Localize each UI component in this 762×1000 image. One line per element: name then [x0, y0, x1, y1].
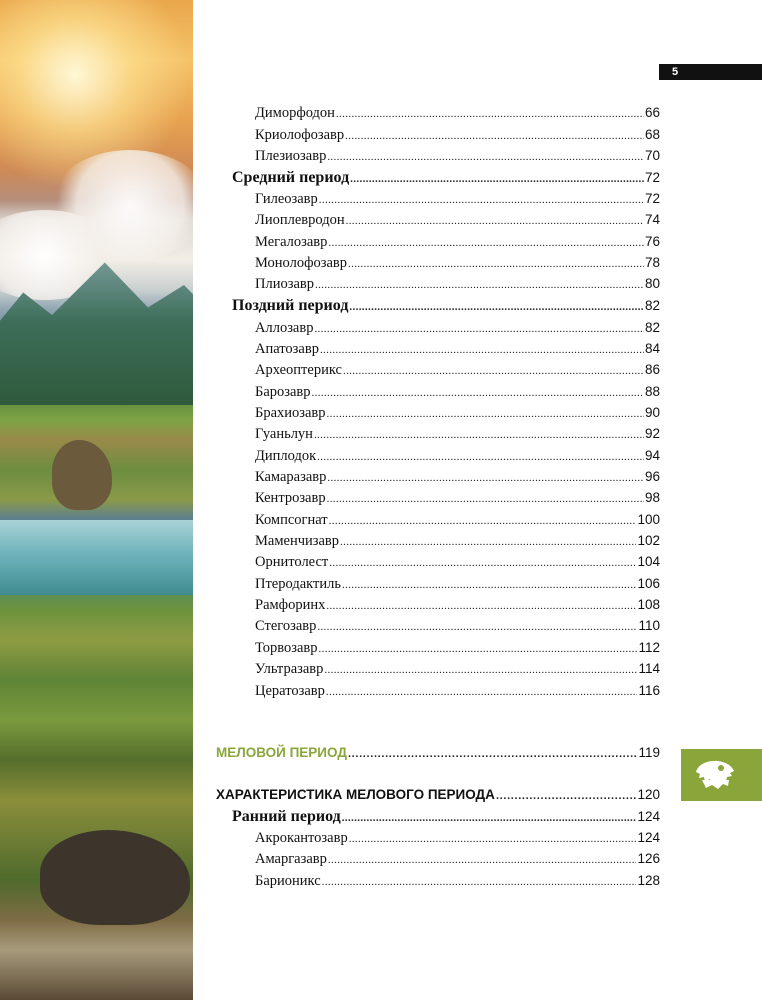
toc-entry-page: 102 — [637, 533, 660, 548]
toc-entry-title: Птеродактиль — [255, 576, 341, 592]
toc-entry-page: 70 — [644, 148, 660, 163]
toc-leader-dots — [315, 279, 644, 291]
toc-entry-title: Аллозавр — [255, 320, 314, 336]
toc-entry-page: 110 — [638, 618, 660, 633]
toc-entry-page: 124 — [637, 830, 660, 845]
toc-entry-page: 90 — [644, 405, 660, 420]
toc-leader-dots — [327, 408, 644, 420]
toc-leader-dots — [348, 258, 644, 270]
toc-leader-dots — [350, 173, 644, 185]
toc-entry[interactable] — [255, 405, 660, 422]
toc-entry[interactable] — [255, 448, 660, 465]
toc-entry-page: 80 — [644, 276, 660, 291]
toc-entry-title: Маменчизавр — [255, 533, 340, 549]
toc-entry[interactable] — [255, 426, 660, 443]
toc-leader-dots — [327, 151, 644, 163]
toc-entry[interactable] — [255, 830, 660, 847]
toc-entry-page: 76 — [644, 234, 660, 249]
toc-entry[interactable] — [232, 297, 660, 315]
toc-entry-title: Камаразавр — [255, 469, 327, 485]
toc-entry[interactable] — [216, 787, 660, 802]
toc-leader-dots — [314, 429, 644, 441]
toc-entry-page: 88 — [644, 384, 660, 399]
toc-leader-dots — [326, 600, 636, 612]
toc-entry-page: 68 — [644, 127, 660, 142]
toc-entry[interactable] — [255, 597, 660, 614]
toc-entry[interactable] — [255, 640, 660, 657]
toc-entry-title: Акрокантозавр — [255, 830, 348, 846]
toc-entry[interactable] — [255, 683, 660, 700]
toc-entry-page: 96 — [644, 469, 660, 484]
toc-leader-dots — [317, 451, 644, 463]
toc-entry[interactable] — [255, 661, 660, 678]
toc-leader-dots — [345, 130, 644, 142]
toc-entry[interactable] — [232, 169, 660, 187]
toc-entry[interactable] — [255, 255, 660, 272]
toc-entry-page: 128 — [637, 873, 660, 888]
toc-entry-page: 126 — [637, 851, 660, 866]
toc-entry[interactable] — [255, 234, 660, 251]
toc-entry-title: Цератозавр — [255, 683, 325, 699]
toc-leader-dots — [349, 833, 637, 845]
toc-entry-title: Компсогнат — [255, 512, 328, 528]
toc-entry-title: Брахиозавр — [255, 405, 326, 421]
toc-entry[interactable] — [255, 105, 660, 122]
toc-entry-title: Орнитолест — [255, 554, 329, 570]
toc-entry-title: Гилеозавр — [255, 191, 318, 207]
toc-leader-dots — [317, 621, 637, 633]
toc-entry-page: 82 — [644, 298, 660, 313]
section-badge — [681, 749, 762, 801]
toc-entry[interactable] — [255, 512, 660, 529]
toc-entry-page: 119 — [638, 745, 660, 760]
toc-entry[interactable] — [232, 808, 660, 826]
toc-entry-title: Археоптерикс — [255, 362, 342, 378]
toc-leader-dots — [340, 536, 636, 548]
toc-entry[interactable] — [255, 212, 660, 229]
toc-entry-page: 100 — [637, 512, 660, 527]
toc-leader-dots — [342, 579, 637, 591]
toc-leader-dots — [342, 812, 637, 824]
toc-entry[interactable] — [255, 618, 660, 635]
toc-entry[interactable] — [255, 148, 660, 165]
toc-entry-page: 120 — [637, 787, 660, 802]
toc-leader-dots — [346, 215, 644, 227]
toc-entry-page: 74 — [644, 212, 660, 227]
toc-entry-title: Кентрозавр — [255, 490, 326, 506]
toc-leader-dots — [328, 854, 637, 866]
toc-leader-dots — [328, 237, 644, 249]
page-number: 5 — [659, 64, 762, 80]
toc-entry-page: 86 — [644, 362, 660, 377]
toc-entry[interactable] — [255, 554, 660, 571]
toc-entry-page: 124 — [637, 809, 660, 824]
toc-entry[interactable] — [255, 276, 660, 293]
toc-leader-dots — [314, 323, 644, 335]
toc-entry-title: Плиозавр — [255, 276, 314, 292]
toc-entry[interactable] — [255, 341, 660, 358]
toc-entry[interactable] — [255, 191, 660, 208]
toc-entry[interactable] — [255, 873, 660, 890]
toc-entry-page: 82 — [644, 320, 660, 335]
toc-entry-page: 92 — [644, 426, 660, 441]
toc-entry-title: ХАРАКТЕРИСТИКА МЕЛОВОГО ПЕРИОДА — [216, 787, 495, 802]
toc-entry-title: Ранний период — [232, 808, 341, 825]
toc-entry-title: Плезиозавр — [255, 148, 327, 164]
toc-entry-title: Поздний период — [232, 297, 349, 314]
toc-entry-page: 112 — [638, 640, 660, 655]
toc-leader-dots — [348, 748, 638, 760]
toc-leader-dots — [496, 790, 637, 802]
toc-entry-page: 108 — [637, 597, 660, 612]
toc-entry-title: Криолофозавр — [255, 127, 345, 143]
toc-entry-page: 116 — [638, 683, 660, 698]
toc-leader-dots — [336, 108, 644, 120]
toc-entry[interactable] — [255, 851, 660, 868]
toc-entry-title: Диплодок — [255, 448, 317, 464]
toc-entry[interactable] — [255, 362, 660, 379]
toc-entry-title: МЕЛОВОЙ ПЕРИОД — [216, 745, 347, 760]
toc-entry-page: 114 — [638, 661, 660, 676]
toc-leader-dots — [319, 643, 638, 655]
toc-entry-title: Мегалозавр — [255, 234, 328, 250]
toc-entry[interactable] — [255, 384, 660, 401]
toc-entry-title: Монолофозавр — [255, 255, 347, 271]
toc-entry-page: 94 — [644, 448, 660, 463]
toc-entry-page: 98 — [644, 490, 660, 505]
toc-entry-page: 72 — [644, 191, 660, 206]
toc-entry-title: Рамфоринх — [255, 597, 326, 613]
toc-entry-title: Стегозавр — [255, 618, 317, 634]
toc-entry-title: Гуаньлун — [255, 426, 313, 442]
toc-entry-page: 66 — [644, 105, 660, 120]
toc-entry-title: Апатозавр — [255, 341, 319, 357]
toc-entry[interactable] — [255, 127, 660, 144]
toc-entry-page: 78 — [644, 255, 660, 270]
toc-leader-dots — [326, 686, 638, 698]
toc-entry[interactable] — [255, 576, 660, 593]
toc-leader-dots — [312, 387, 644, 399]
toc-entry-page: 104 — [637, 554, 660, 569]
toc-leader-dots — [327, 472, 644, 484]
toc-entry-title: Диморфодон — [255, 105, 335, 121]
toc-entry-title: Торвозавр — [255, 640, 318, 656]
toc-leader-dots — [322, 876, 637, 888]
toc-leader-dots — [329, 515, 637, 527]
toc-entry-page: 72 — [644, 170, 660, 185]
toc-leader-dots — [343, 365, 644, 377]
toc-entry[interactable] — [255, 533, 660, 550]
toc-entry-page: 84 — [644, 341, 660, 356]
toc-leader-dots — [327, 493, 644, 505]
toc-leader-dots — [349, 301, 644, 313]
toc-entry-title: Барозавр — [255, 384, 311, 400]
toc-entry-page: 106 — [637, 576, 660, 591]
toc-entry[interactable] — [216, 745, 660, 760]
toc-leader-dots — [319, 194, 644, 206]
toc-leader-dots — [329, 557, 636, 569]
toc-entry[interactable] — [255, 320, 660, 337]
toc-entry[interactable] — [255, 469, 660, 486]
toc-entry-title: Лиоплевродон — [255, 212, 345, 228]
toc-entry-title: Амаргазавр — [255, 851, 327, 867]
dinosaur-skull-icon — [692, 758, 738, 792]
toc-entry[interactable] — [255, 490, 660, 507]
toc-entry-title: Ультразавр — [255, 661, 324, 677]
toc-leader-dots — [320, 344, 644, 356]
toc-entry-title: Барионикс — [255, 873, 321, 889]
toc-entry-title: Средний период — [232, 169, 350, 186]
toc-leader-dots — [324, 664, 637, 676]
